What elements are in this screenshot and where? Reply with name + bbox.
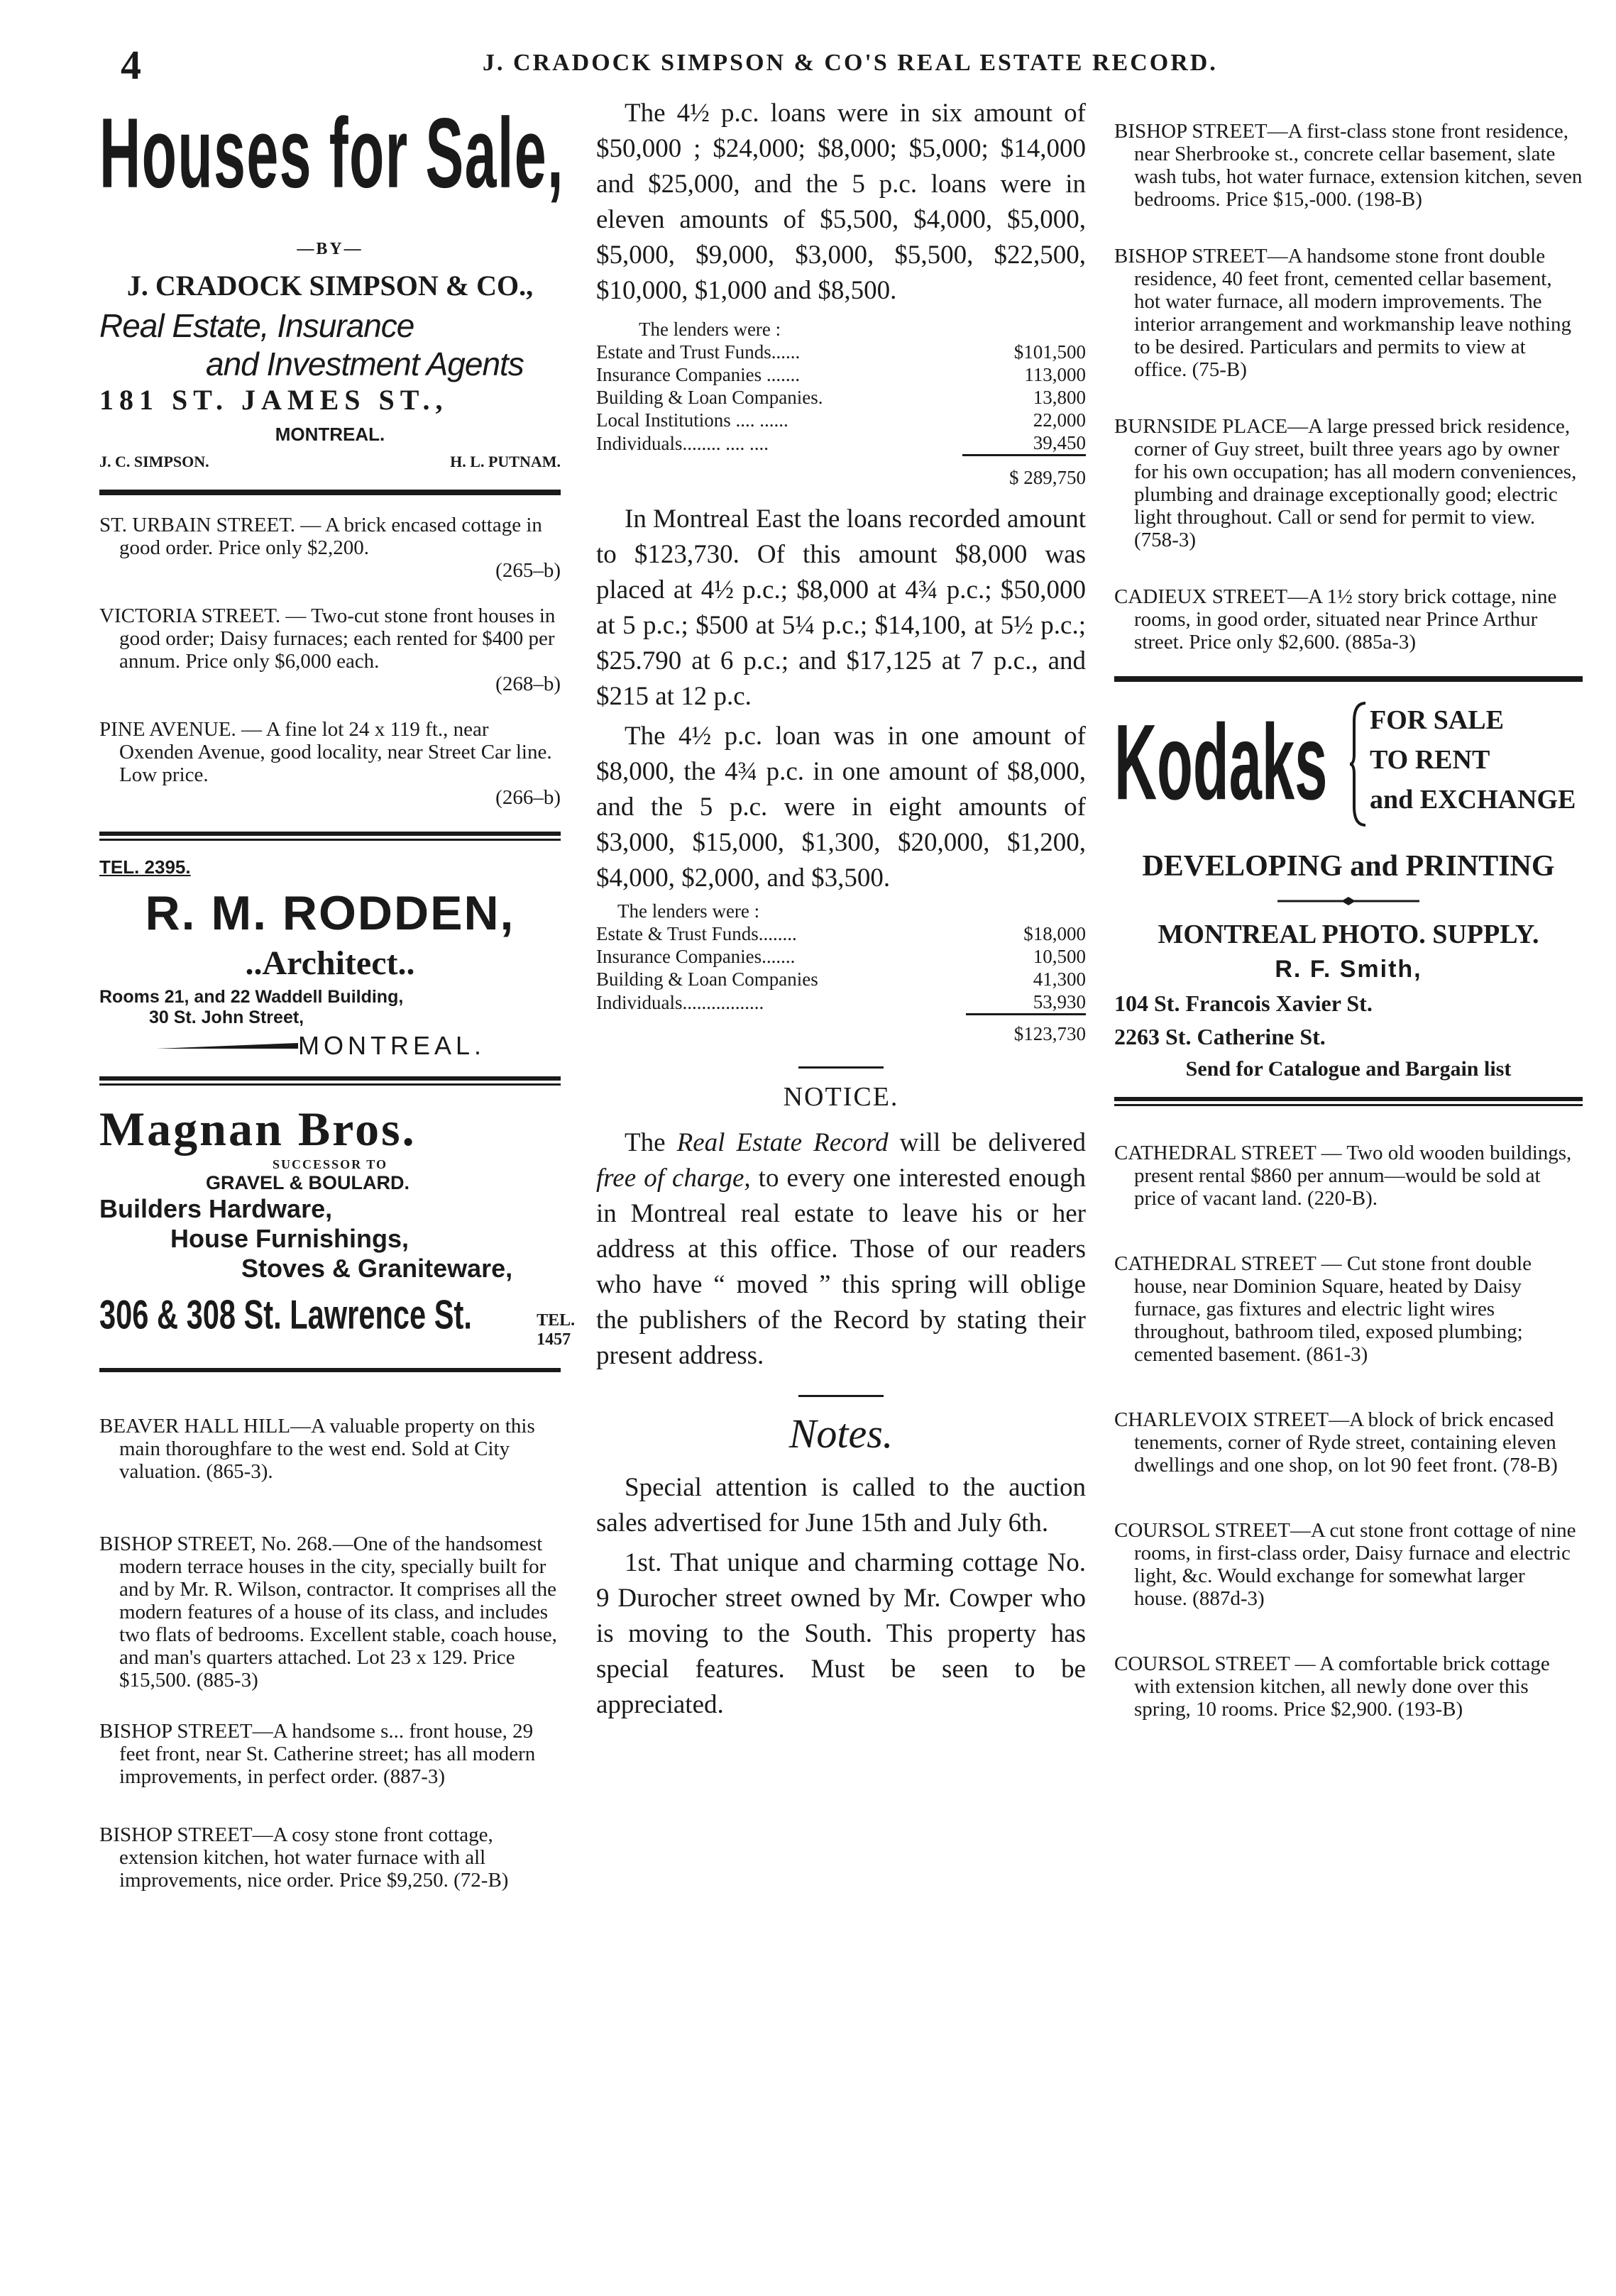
photo-person: R. F. Smith,	[1275, 956, 1422, 983]
listing: CHARLEVOIX STREET—A block of brick encased tenements, corner of Ryde street, containing eleven dwellings and one shop, on lot 90 feet front. (78-B)	[1114, 1408, 1558, 1477]
listings-bottom	[99, 1415, 561, 1892]
kodaks-options	[1370, 700, 1576, 819]
table-row: Insurance Companies ....... 113,000	[596, 364, 1086, 385]
running-title: J. CRADOCK SIMPSON & CO'S REAL ESTATE RECORD.	[483, 50, 1218, 76]
firm-city: MONTREAL.	[275, 424, 385, 445]
magnan-ad	[99, 1101, 576, 1350]
rodden-street: 30 St. John Street,	[149, 1008, 304, 1027]
divider	[798, 1395, 884, 1397]
listing: COURSOL STREET—A cut stone front cottage of nine rooms, in first-class order, Daisy furnace and electric light, &c. Would exchange for somewhat larger house. (887d-3)	[1114, 1519, 1576, 1610]
lenders-table	[596, 341, 1086, 489]
table-row: Estate & Trust Funds........ $18,000	[596, 923, 1086, 944]
firm-role-1: Real Estate, Insurance	[99, 307, 414, 344]
kodaks-word: Kodaks	[1114, 702, 1328, 822]
table-row: Local Institutions .... ...... 22,000	[596, 409, 1086, 431]
page-header	[0, 41, 1616, 91]
magnan-address: 306 & 308 St. Lawrence St.	[99, 1293, 472, 1338]
magnan-address-row	[99, 1292, 576, 1350]
divider	[798, 1066, 884, 1069]
divider	[99, 490, 561, 495]
table-row: Estate and Trust Funds...... $101,500	[596, 341, 1086, 363]
divider	[1114, 676, 1583, 682]
listing: CATHEDRAL STREET — Cut stone front double house, near Dominion Square, heated by Daisy furnace, gas fixtures and electric light wires throughout, bathroom tiled, exposed plumbing; cemented basement. (861-3)	[1114, 1252, 1532, 1366]
paragraph: 1st. That unique and charming cottage No. 9 Durocher street owned by Mr. Cowper who is moving to the South. This property has special features. Must be seen to be appreciated.	[596, 1548, 1086, 1719]
kodaks-ad	[1114, 700, 1583, 1081]
listing: CATHEDRAL STREET — Two old wooden buildings, present rental $860 per annum—would be sold at price of vacant land. (220-B).	[1114, 1142, 1572, 1210]
listing: VICTORIA STREET. — Two-cut stone front houses in good order; Daisy furnaces; each rented for $400 per annum. Price only $6,000 each. (268–b)	[99, 605, 561, 695]
divider	[1114, 1097, 1583, 1106]
listings-right-top	[1114, 120, 1583, 653]
kodaks-row	[1114, 700, 1583, 835]
listings-top	[99, 514, 561, 809]
rodden-name: R. M. RODDEN,	[145, 886, 515, 940]
listing: BISHOP STREET—A handsome s... front house, 29 feet front, near St. Catherine street; has all modern improvements, in perfect order. (887-3)	[99, 1720, 536, 1788]
listing: BISHOP STREET, No. 268.—One of the handsomest modern terrace houses in the city, specially built for and by Mr. R. Wilson, contractor. It comprises all the modern features of a house of its class, and includes two flats of bedrooms. Excellent stable, coach house, and man's quarters attached. Lot 23 x 129. Price $15,500. (885-3)	[99, 1533, 557, 1691]
partner-left: J. C. SIMPSON.	[99, 453, 209, 470]
column-left	[99, 96, 576, 1914]
kodaks-opt: and EXCHANGE	[1370, 785, 1576, 815]
partner-right: H. L. PUTNAM.	[450, 453, 561, 470]
listing: BEAVER HALL HILL—A valuable property on this main thoroughfare to the west end. Sold at City valuation. (865-3).	[99, 1415, 535, 1483]
magnan-prev: GRAVEL & BOULARD.	[206, 1172, 410, 1193]
rodden-ad	[99, 856, 561, 1061]
kodaks-developing: DEVELOPING and PRINTING	[1142, 850, 1555, 883]
houses-for-sale-ad	[99, 96, 564, 471]
magnan-line-3: Stoves & Graniteware,	[241, 1254, 513, 1283]
photo-name: MONTREAL PHOTO. SUPPLY.	[1158, 920, 1539, 949]
lenders-heading: The lenders were :	[639, 319, 781, 340]
kodaks-word-wrap	[1114, 700, 1348, 822]
divider	[99, 1368, 561, 1372]
firm-address: 181 ST. JAMES ST.,	[99, 384, 449, 416]
firm-name: J. CRADOCK SIMPSON & CO.,	[126, 270, 534, 302]
notice-body	[596, 1125, 1086, 1374]
listing: COURSOL STREET — A comfortable brick cottage with extension kitchen, all newly done over this spring, 10 rooms. Price $2,900. (193-B)	[1114, 1652, 1550, 1721]
notes-body	[596, 1470, 1086, 1723]
notes-heading: Notes.	[788, 1411, 894, 1457]
photo-catalogue: Send for Catalogue and Bargain list	[1185, 1057, 1512, 1081]
table-row: Building & Loan Companies. 13,800	[596, 387, 1086, 408]
magnan-successor: SUCCESSOR TO	[273, 1157, 387, 1171]
magnan-tel: TEL. 1457	[537, 1311, 576, 1349]
lenders-heading: The lenders were :	[617, 900, 760, 922]
rodden-city: MONTREAL.	[298, 1031, 486, 1060]
paragraph: In Montreal East the loans recorded amount to $123,730. Of this amount $8,000 was placed at 4½ p.c.; $8,000 at 4¾ p.c.; $50,000 at 5 p.c.; $500 at 5¼ p.c.; $14,100, at 5½ p.c.; $25.790 at 6 p.c.; and $17,125 at 7 p.c., and $215 at 12 p.c.	[596, 504, 1086, 711]
firm-role-2: and Investment Agents	[206, 346, 524, 382]
listing: BISHOP STREET—A first-class stone front residence, near Sherbrooke st., concrete cellar basement, slate wash tubs, hot water furnace, extension kitchen, seven bedrooms. Price $15,-000. (198-B)	[1114, 120, 1583, 211]
magnan-line-1: Builders Hardware,	[99, 1194, 333, 1223]
magnan-line-2: House Furnishings,	[170, 1224, 410, 1253]
kodaks-opt: TO RENT	[1370, 745, 1490, 775]
table-row: Individuals................. 53,930	[596, 991, 1086, 1013]
magnan-name: Magnan Bros.	[99, 1102, 417, 1156]
partners	[99, 453, 561, 471]
loans-article	[596, 96, 1086, 309]
listings-right-bottom	[1114, 1142, 1583, 1721]
ornament-rule-icon	[1277, 896, 1419, 906]
pen-flourish-icon	[156, 1039, 298, 1053]
page-number: 4	[121, 42, 141, 88]
houses-title: Houses for Sale,	[99, 97, 564, 209]
paragraph: The 4½ p.c. loan was in one amount of $8,000, the 4¾ p.c. in one amount of $8,000, and the 5 p.c. were in eight amounts of $3,000, $15,000, $1,300, $20,000, $1,200, $4,000, $2,000, and $3,500.	[596, 722, 1086, 893]
photo-addr-1: 104 St. Francois Xavier St.	[1114, 990, 1373, 1016]
table-total-row: $123,730	[596, 1015, 1086, 1046]
paragraph: The Real Estate Record will be delivered free of charge, to every one interested enough in Montreal real estate to leave his or her address at this office. Those of our readers who have “ moved ” this spring will oblige the publishers of the Record by stating their present address.	[596, 1128, 1086, 1370]
table-row: Individuals........ .... .... 39,450	[596, 432, 1086, 454]
loans-article-cont	[596, 502, 1086, 896]
column-middle	[596, 96, 1086, 1727]
ornament	[1114, 896, 1583, 906]
brace-icon	[1348, 700, 1370, 828]
table-total-row: $ 289,750	[596, 456, 1086, 490]
photo-addr-2: 2263 St. Catherine St.	[1114, 1024, 1326, 1049]
rodden-tel: TEL. 2395.	[99, 856, 191, 878]
column-right	[1114, 96, 1583, 1743]
rodden-title: ..Architect..	[245, 944, 415, 982]
notice-heading: NOTICE.	[783, 1082, 899, 1112]
divider	[99, 832, 561, 841]
listing: CADIEUX STREET—A 1½ story brick cottage, nine rooms, in good order, situated near Prince Arthur street. Price only $2,600. (885a-3)	[1114, 585, 1557, 653]
listing: ST. URBAIN STREET. — A brick encased cottage in good order. Price only $2,200. (265–b)	[99, 514, 561, 582]
table-row: Building & Loan Companies 41,300	[596, 968, 1086, 990]
listing: BISHOP STREET—A cosy stone front cottage, extension kitchen, hot water furnace with all improvements, nice order. Price $9,250. (72-B)	[99, 1823, 509, 1892]
kodaks-opt: FOR SALE	[1370, 705, 1504, 735]
paragraph: The 4½ p.c. loans were in six amount of $50,000 ; $24,000; $8,000; $5,000; $14,000 and $25,000, and the 5 p.c. loans were in eleven amounts of $5,500, $4,000, $5,000, $5,000, $9,000, $3,000, $5,500, $22,500, $10,000, $1,000 and $8,500.	[596, 99, 1086, 305]
divider	[99, 1076, 561, 1086]
listing: BURNSIDE PLACE—A large pressed brick residence, corner of Guy street, built three years ago by owner for his own occupation; has all modern conveniences, plumbing and drainage exceptionally good; electric light throughout. Call or send for permit to view. (758-3)	[1114, 415, 1577, 551]
lenders-table	[596, 922, 1086, 1045]
listing: PINE AVENUE. — A fine lot 24 x 119 ft., near Oxenden Avenue, good locality, near Street Car line. Low price. (266–b)	[99, 718, 561, 809]
rodden-city-row	[99, 1031, 561, 1061]
table-row: Insurance Companies....... 10,500	[596, 946, 1086, 967]
listing: BISHOP STREET—A handsome stone front double residence, 40 feet front, cemented cellar basement, hot water furnace, all modern improvements. The interior arrangement and workmanship leave nothing to be desired. Particulars and permits to view at office. (75-B)	[1114, 245, 1572, 381]
rodden-rooms: Rooms 21, and 22 Waddell Building,	[99, 987, 404, 1007]
paragraph: Special attention is called to the auction sales advertised for June 15th and July 6th.	[596, 1473, 1086, 1538]
by-line: —BY—	[297, 240, 363, 258]
